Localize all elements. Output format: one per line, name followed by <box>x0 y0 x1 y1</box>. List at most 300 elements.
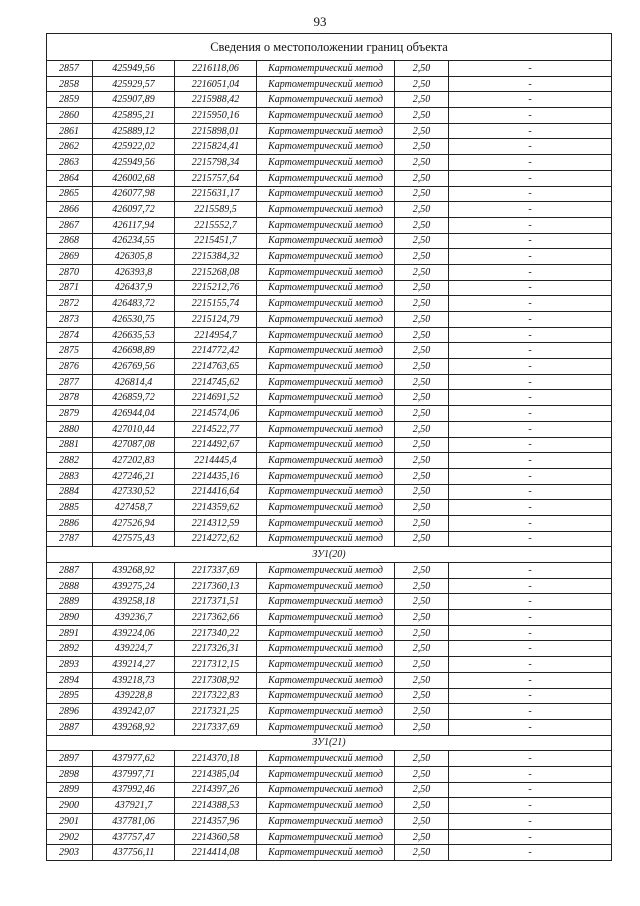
method-cell: Картометрический метод <box>257 610 395 626</box>
method-cell: Картометрический метод <box>257 76 395 92</box>
accuracy-cell: 2,50 <box>395 359 449 375</box>
method-cell: Картометрический метод <box>257 625 395 641</box>
method-cell: Картометрический метод <box>257 704 395 720</box>
y-coordinate-cell: 2217308,92 <box>175 672 257 688</box>
x-coordinate-cell: 426944,04 <box>93 406 175 422</box>
x-coordinate-cell: 425922,02 <box>93 139 175 155</box>
accuracy-cell: 2,50 <box>395 641 449 657</box>
accuracy-cell: 2,50 <box>395 672 449 688</box>
point-number-cell: 2890 <box>47 610 93 626</box>
description-cell: - <box>449 453 612 469</box>
y-coordinate-cell: 2217322,83 <box>175 688 257 704</box>
method-cell: Картометрический метод <box>257 264 395 280</box>
description-cell: - <box>449 766 612 782</box>
table-row <box>47 233 612 249</box>
point-number-cell: 2873 <box>47 312 93 328</box>
description-cell: - <box>449 798 612 814</box>
point-number-cell: 2870 <box>47 264 93 280</box>
point-number-cell: 2887 <box>47 719 93 735</box>
accuracy-cell: 2,50 <box>395 123 449 139</box>
x-coordinate-cell: 425895,21 <box>93 108 175 124</box>
accuracy-cell: 2,50 <box>395 421 449 437</box>
method-cell: Картометрический метод <box>257 327 395 343</box>
table-row <box>47 814 612 830</box>
accuracy-cell: 2,50 <box>395 108 449 124</box>
x-coordinate-cell: 427010,44 <box>93 421 175 437</box>
y-coordinate-cell: 2215824,41 <box>175 139 257 155</box>
method-cell: Картометрический метод <box>257 641 395 657</box>
method-cell: Картометрический метод <box>257 484 395 500</box>
method-cell: Картометрический метод <box>257 453 395 469</box>
description-cell: - <box>449 515 612 531</box>
x-coordinate-cell: 426393,8 <box>93 264 175 280</box>
y-coordinate-cell: 2215757,64 <box>175 170 257 186</box>
point-number-cell: 2865 <box>47 186 93 202</box>
table-row <box>47 672 612 688</box>
point-number-cell: 2889 <box>47 594 93 610</box>
method-cell: Картометрический метод <box>257 139 395 155</box>
accuracy-cell: 2,50 <box>395 704 449 720</box>
description-cell: - <box>449 625 612 641</box>
method-cell: Картометрический метод <box>257 563 395 579</box>
table-row <box>47 108 612 124</box>
accuracy-cell: 2,50 <box>395 92 449 108</box>
description-cell: - <box>449 202 612 218</box>
point-number-cell: 2874 <box>47 327 93 343</box>
table-row <box>47 170 612 186</box>
table-row <box>47 61 612 77</box>
method-cell: Картометрический метод <box>257 766 395 782</box>
point-number-cell: 2884 <box>47 484 93 500</box>
point-number-cell: 2869 <box>47 249 93 265</box>
accuracy-cell: 2,50 <box>395 688 449 704</box>
point-number-cell: 2898 <box>47 766 93 782</box>
accuracy-cell: 2,50 <box>395 829 449 845</box>
y-coordinate-cell: 2214357,96 <box>175 814 257 830</box>
y-coordinate-cell: 2216118,06 <box>175 61 257 77</box>
y-coordinate-cell: 2214312,59 <box>175 515 257 531</box>
x-coordinate-cell: 427330,52 <box>93 484 175 500</box>
method-cell: Картометрический метод <box>257 186 395 202</box>
table-row <box>47 468 612 484</box>
method-cell: Картометрический метод <box>257 594 395 610</box>
method-cell: Картометрический метод <box>257 421 395 437</box>
description-cell: - <box>449 531 612 547</box>
description-cell: - <box>449 719 612 735</box>
accuracy-cell: 2,50 <box>395 515 449 531</box>
point-number-cell: 2896 <box>47 704 93 720</box>
y-coordinate-cell: 2214522,77 <box>175 421 257 437</box>
method-cell: Картометрический метод <box>257 672 395 688</box>
table-row <box>47 782 612 798</box>
point-number-cell: 2880 <box>47 421 93 437</box>
accuracy-cell: 2,50 <box>395 766 449 782</box>
method-cell: Картометрический метод <box>257 374 395 390</box>
accuracy-cell: 2,50 <box>395 845 449 861</box>
y-coordinate-cell: 2214763,65 <box>175 359 257 375</box>
table-row <box>47 139 612 155</box>
accuracy-cell: 2,50 <box>395 202 449 218</box>
table-row <box>47 359 612 375</box>
description-cell: - <box>449 170 612 186</box>
point-number-cell: 2895 <box>47 688 93 704</box>
description-cell: - <box>449 280 612 296</box>
x-coordinate-cell: 426305,8 <box>93 249 175 265</box>
description-cell: - <box>449 186 612 202</box>
y-coordinate-cell: 2214691,52 <box>175 390 257 406</box>
x-coordinate-cell: 437756,11 <box>93 845 175 861</box>
y-coordinate-cell: 2215950,16 <box>175 108 257 124</box>
method-cell: Картометрический метод <box>257 845 395 861</box>
accuracy-cell: 2,50 <box>395 484 449 500</box>
method-cell: Картометрический метод <box>257 249 395 265</box>
table-row <box>47 123 612 139</box>
point-number-cell: 2862 <box>47 139 93 155</box>
table-row <box>47 657 612 673</box>
table-row <box>47 264 612 280</box>
x-coordinate-cell: 426234,55 <box>93 233 175 249</box>
method-cell: Картометрический метод <box>257 108 395 124</box>
x-coordinate-cell: 427202,83 <box>93 453 175 469</box>
table-row <box>47 437 612 453</box>
description-cell: - <box>449 327 612 343</box>
point-number-cell: 2883 <box>47 468 93 484</box>
method-cell: Картометрический метод <box>257 296 395 312</box>
accuracy-cell: 2,50 <box>395 343 449 359</box>
method-cell: Картометрический метод <box>257 123 395 139</box>
accuracy-cell: 2,50 <box>395 578 449 594</box>
y-coordinate-cell: 2214385,04 <box>175 766 257 782</box>
method-cell: Картометрический метод <box>257 500 395 516</box>
y-coordinate-cell: 2215552,7 <box>175 217 257 233</box>
x-coordinate-cell: 426097,72 <box>93 202 175 218</box>
accuracy-cell: 2,50 <box>395 374 449 390</box>
description-cell: - <box>449 672 612 688</box>
table-row <box>47 406 612 422</box>
table-row <box>47 186 612 202</box>
y-coordinate-cell: 2214745,62 <box>175 374 257 390</box>
x-coordinate-cell: 437992,46 <box>93 782 175 798</box>
point-number-cell: 2899 <box>47 782 93 798</box>
y-coordinate-cell: 2217337,69 <box>175 563 257 579</box>
y-coordinate-cell: 2217371,51 <box>175 594 257 610</box>
x-coordinate-cell: 427458,7 <box>93 500 175 516</box>
table-row <box>47 594 612 610</box>
description-cell: - <box>449 782 612 798</box>
x-coordinate-cell: 425907,89 <box>93 92 175 108</box>
table-row <box>47 719 612 735</box>
section-header-row <box>47 547 612 563</box>
y-coordinate-cell: 2214435,16 <box>175 468 257 484</box>
x-coordinate-cell: 426483,72 <box>93 296 175 312</box>
y-coordinate-cell: 2214370,18 <box>175 751 257 767</box>
description-cell: - <box>449 421 612 437</box>
accuracy-cell: 2,50 <box>395 594 449 610</box>
x-coordinate-cell: 425929,57 <box>93 76 175 92</box>
method-cell: Картометрический метод <box>257 829 395 845</box>
table-row <box>47 217 612 233</box>
method-cell: Картометрический метод <box>257 688 395 704</box>
point-number-cell: 2888 <box>47 578 93 594</box>
point-number-cell: 2875 <box>47 343 93 359</box>
method-cell: Картометрический метод <box>257 531 395 547</box>
method-cell: Картометрический метод <box>257 814 395 830</box>
method-cell: Картометрический метод <box>257 719 395 735</box>
description-cell: - <box>449 76 612 92</box>
description-cell: - <box>449 61 612 77</box>
accuracy-cell: 2,50 <box>395 782 449 798</box>
description-cell: - <box>449 264 612 280</box>
accuracy-cell: 2,50 <box>395 217 449 233</box>
description-cell: - <box>449 139 612 155</box>
table-row <box>47 92 612 108</box>
y-coordinate-cell: 2215898,01 <box>175 123 257 139</box>
x-coordinate-cell: 425949,56 <box>93 61 175 77</box>
y-coordinate-cell: 2215798,34 <box>175 155 257 171</box>
x-coordinate-cell: 426117,94 <box>93 217 175 233</box>
x-coordinate-cell: 426859,72 <box>93 390 175 406</box>
description-cell: - <box>449 500 612 516</box>
description-cell: - <box>449 374 612 390</box>
point-number-cell: 2892 <box>47 641 93 657</box>
description-cell: - <box>449 217 612 233</box>
x-coordinate-cell: 437997,71 <box>93 766 175 782</box>
point-number-cell: 2882 <box>47 453 93 469</box>
accuracy-cell: 2,50 <box>395 798 449 814</box>
table-row <box>47 563 612 579</box>
description-cell: - <box>449 610 612 626</box>
table-row <box>47 515 612 531</box>
x-coordinate-cell: 439268,92 <box>93 563 175 579</box>
point-number-cell: 2903 <box>47 845 93 861</box>
x-coordinate-cell: 439218,73 <box>93 672 175 688</box>
description-cell: - <box>449 343 612 359</box>
accuracy-cell: 2,50 <box>395 563 449 579</box>
x-coordinate-cell: 427087,08 <box>93 437 175 453</box>
x-coordinate-cell: 427246,21 <box>93 468 175 484</box>
description-cell: - <box>449 155 612 171</box>
y-coordinate-cell: 2216051,04 <box>175 76 257 92</box>
table-row <box>47 751 612 767</box>
table-row <box>47 296 612 312</box>
description-cell: - <box>449 563 612 579</box>
x-coordinate-cell: 437781,06 <box>93 814 175 830</box>
accuracy-cell: 2,50 <box>395 500 449 516</box>
y-coordinate-cell: 2214954,7 <box>175 327 257 343</box>
accuracy-cell: 2,50 <box>395 390 449 406</box>
table-row <box>47 704 612 720</box>
method-cell: Картометрический метод <box>257 782 395 798</box>
y-coordinate-cell: 2217337,69 <box>175 719 257 735</box>
description-cell: - <box>449 829 612 845</box>
method-cell: Картометрический метод <box>257 312 395 328</box>
accuracy-cell: 2,50 <box>395 186 449 202</box>
method-cell: Картометрический метод <box>257 170 395 186</box>
accuracy-cell: 2,50 <box>395 719 449 735</box>
y-coordinate-cell: 2214574,06 <box>175 406 257 422</box>
y-coordinate-cell: 2217326,31 <box>175 641 257 657</box>
table-row <box>47 453 612 469</box>
table-row <box>47 421 612 437</box>
description-cell: - <box>449 92 612 108</box>
description-cell: - <box>449 657 612 673</box>
section-label: ЗУ1(20) <box>47 547 612 563</box>
x-coordinate-cell: 426002,68 <box>93 170 175 186</box>
description-cell: - <box>449 688 612 704</box>
table-row <box>47 390 612 406</box>
point-number-cell: 2868 <box>47 233 93 249</box>
x-coordinate-cell: 439268,92 <box>93 719 175 735</box>
description-cell: - <box>449 468 612 484</box>
point-number-cell: 2863 <box>47 155 93 171</box>
y-coordinate-cell: 2215451,7 <box>175 233 257 249</box>
description-cell: - <box>449 108 612 124</box>
y-coordinate-cell: 2214360,58 <box>175 829 257 845</box>
table-row <box>47 798 612 814</box>
accuracy-cell: 2,50 <box>395 155 449 171</box>
y-coordinate-cell: 2214416,64 <box>175 484 257 500</box>
x-coordinate-cell: 426814,4 <box>93 374 175 390</box>
x-coordinate-cell: 437977,62 <box>93 751 175 767</box>
x-coordinate-cell: 439224,06 <box>93 625 175 641</box>
method-cell: Картометрический метод <box>257 578 395 594</box>
page-number: 93 <box>313 14 327 29</box>
y-coordinate-cell: 2214397,26 <box>175 782 257 798</box>
section-label: ЗУ1(21) <box>47 735 612 751</box>
point-number-cell: 2872 <box>47 296 93 312</box>
x-coordinate-cell: 437757,47 <box>93 829 175 845</box>
x-coordinate-cell: 439242,07 <box>93 704 175 720</box>
x-coordinate-cell: 427526,94 <box>93 515 175 531</box>
description-cell: - <box>449 312 612 328</box>
y-coordinate-cell: 2215589,5 <box>175 202 257 218</box>
accuracy-cell: 2,50 <box>395 264 449 280</box>
x-coordinate-cell: 439275,24 <box>93 578 175 594</box>
point-number-cell: 2894 <box>47 672 93 688</box>
point-number-cell: 2867 <box>47 217 93 233</box>
description-cell: - <box>449 641 612 657</box>
table-row <box>47 374 612 390</box>
x-coordinate-cell: 439236,7 <box>93 610 175 626</box>
table-row <box>47 531 612 547</box>
table-row <box>47 249 612 265</box>
description-cell: - <box>449 751 612 767</box>
accuracy-cell: 2,50 <box>395 249 449 265</box>
y-coordinate-cell: 2214388,53 <box>175 798 257 814</box>
description-cell: - <box>449 390 612 406</box>
point-number-cell: 2902 <box>47 829 93 845</box>
y-coordinate-cell: 2217321,25 <box>175 704 257 720</box>
method-cell: Картометрический метод <box>257 155 395 171</box>
y-coordinate-cell: 2215212,76 <box>175 280 257 296</box>
description-cell: - <box>449 437 612 453</box>
description-cell: - <box>449 814 612 830</box>
x-coordinate-cell: 439224,7 <box>93 641 175 657</box>
description-cell: - <box>449 406 612 422</box>
table-row <box>47 76 612 92</box>
table-row <box>47 155 612 171</box>
point-number-cell: 2886 <box>47 515 93 531</box>
description-cell: - <box>449 359 612 375</box>
point-number-cell: 2859 <box>47 92 93 108</box>
point-number-cell: 2864 <box>47 170 93 186</box>
table-row <box>47 610 612 626</box>
method-cell: Картометрический метод <box>257 798 395 814</box>
description-cell: - <box>449 249 612 265</box>
x-coordinate-cell: 426530,75 <box>93 312 175 328</box>
accuracy-cell: 2,50 <box>395 453 449 469</box>
accuracy-cell: 2,50 <box>395 625 449 641</box>
accuracy-cell: 2,50 <box>395 170 449 186</box>
table-row <box>47 766 612 782</box>
x-coordinate-cell: 426437,9 <box>93 280 175 296</box>
table-title: Сведения о местоположении границ объекта <box>47 34 612 61</box>
accuracy-cell: 2,50 <box>395 814 449 830</box>
point-number-cell: 2857 <box>47 61 93 77</box>
table-row <box>47 845 612 861</box>
method-cell: Картометрический метод <box>257 359 395 375</box>
accuracy-cell: 2,50 <box>395 312 449 328</box>
method-cell: Картометрический метод <box>257 390 395 406</box>
y-coordinate-cell: 2214359,62 <box>175 500 257 516</box>
y-coordinate-cell: 2217360,13 <box>175 578 257 594</box>
accuracy-cell: 2,50 <box>395 751 449 767</box>
table-body <box>47 34 612 861</box>
description-cell: - <box>449 704 612 720</box>
y-coordinate-cell: 2217362,66 <box>175 610 257 626</box>
accuracy-cell: 2,50 <box>395 468 449 484</box>
x-coordinate-cell: 439228,8 <box>93 688 175 704</box>
method-cell: Картометрический метод <box>257 280 395 296</box>
accuracy-cell: 2,50 <box>395 296 449 312</box>
accuracy-cell: 2,50 <box>395 233 449 249</box>
boundary-coordinates-table <box>46 33 612 861</box>
point-number-cell: 2879 <box>47 406 93 422</box>
point-number-cell: 2877 <box>47 374 93 390</box>
description-cell: - <box>449 594 612 610</box>
y-coordinate-cell: 2214272,62 <box>175 531 257 547</box>
y-coordinate-cell: 2214492,67 <box>175 437 257 453</box>
accuracy-cell: 2,50 <box>395 76 449 92</box>
x-coordinate-cell: 437921,7 <box>93 798 175 814</box>
x-coordinate-cell: 426635,53 <box>93 327 175 343</box>
y-coordinate-cell: 2217312,15 <box>175 657 257 673</box>
point-number-cell: 2871 <box>47 280 93 296</box>
table-row <box>47 312 612 328</box>
table-row <box>47 578 612 594</box>
point-number-cell: 2901 <box>47 814 93 830</box>
x-coordinate-cell: 439258,18 <box>93 594 175 610</box>
description-cell: - <box>449 578 612 594</box>
table-row <box>47 327 612 343</box>
method-cell: Картометрический метод <box>257 202 395 218</box>
description-cell: - <box>449 484 612 500</box>
x-coordinate-cell: 425889,12 <box>93 123 175 139</box>
method-cell: Картометрический метод <box>257 751 395 767</box>
accuracy-cell: 2,50 <box>395 610 449 626</box>
y-coordinate-cell: 2217340,22 <box>175 625 257 641</box>
table-row <box>47 202 612 218</box>
table-row <box>47 500 612 516</box>
description-cell: - <box>449 845 612 861</box>
accuracy-cell: 2,50 <box>395 139 449 155</box>
y-coordinate-cell: 2214772,42 <box>175 343 257 359</box>
x-coordinate-cell: 426698,89 <box>93 343 175 359</box>
point-number-cell: 2900 <box>47 798 93 814</box>
accuracy-cell: 2,50 <box>395 327 449 343</box>
table-row <box>47 688 612 704</box>
method-cell: Картометрический метод <box>257 468 395 484</box>
